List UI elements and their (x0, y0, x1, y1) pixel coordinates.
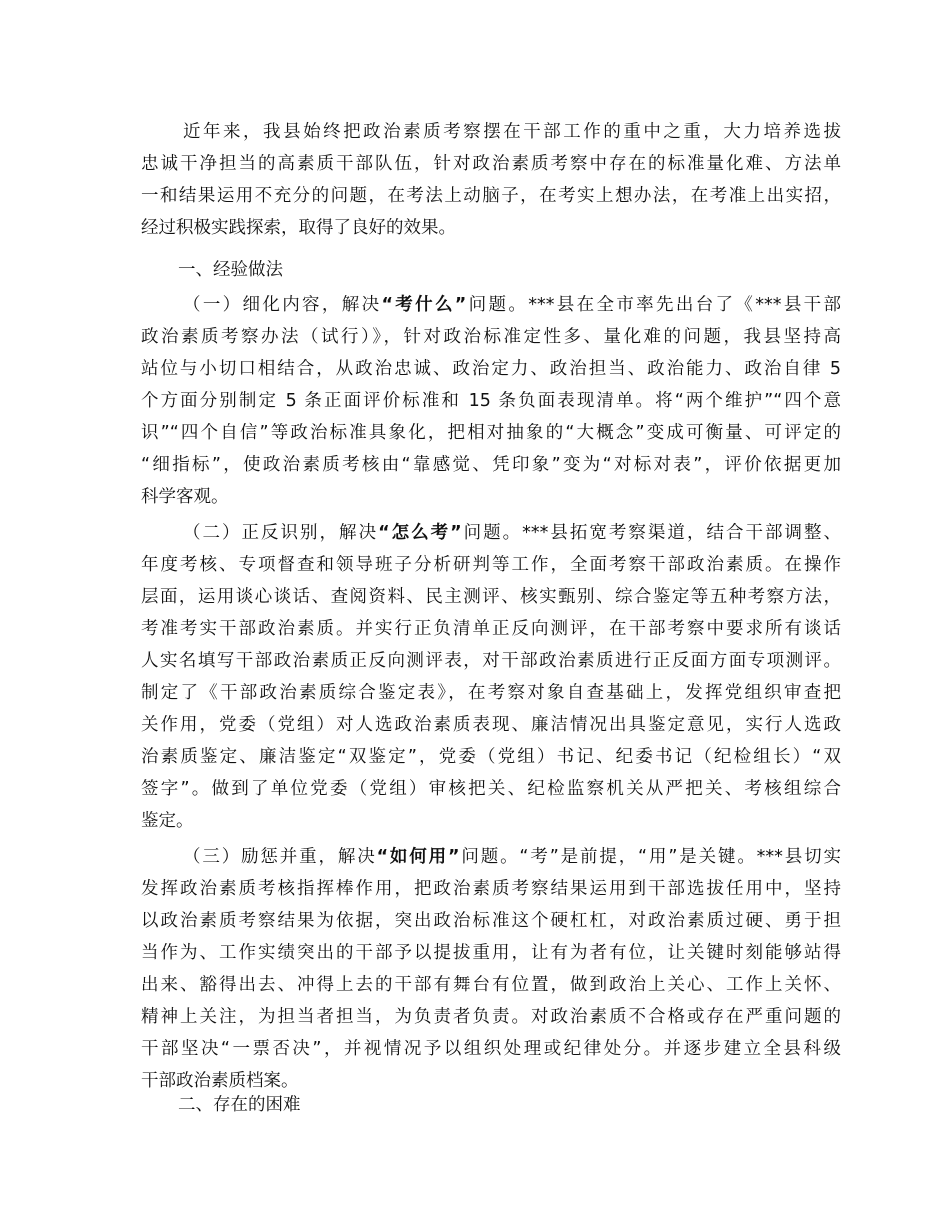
section3-line-3: 当作为、工作实绩突出的干部予以提拔重用，让有为者有位，让关键时刻能够站得 (141, 943, 841, 963)
section1-line-1: 政治素质考察办法（试行）》，针对政治标准定性多、量化难的问题，我县坚持高 (141, 327, 841, 347)
section2-line-1: 年度考核、专项督查和领导班子分析研判等工作，全面考察干部政治素质。在操作 (141, 555, 841, 575)
section1-line-6: 科学客观。 (141, 487, 229, 507)
section3-line-6: 干部坚决“一票否决”，并视情况予以组织处理或纪律处分。并逐步建立全县科级 (141, 1039, 841, 1059)
section2-line-3: 考准考实干部政治素质。并实行正负清单正反向测评，在干部考察中要求所有谈话 (141, 619, 841, 639)
intro-line-4: 经过积极实践探索，取得了良好的效果。 (141, 218, 456, 238)
section3-rest: 问题。“考”是前提，“用”是关键。***县切实 (459, 847, 841, 867)
section1-line-2: 站位与小切口相结合，从政治忠诚、政治定力、政治担当、政治能力、政治自律 5 (141, 359, 841, 379)
intro-line-3: 一和结果运用不充分的问题，在考法上动脑子，在考实上想办法，在考准上出实招， (141, 186, 841, 206)
section3-line-2: 以政治素质考察结果为依据，突出政治标准这个硬杠杠，对政治素质过硬、勇于担 (141, 911, 841, 931)
section2-line-8: 签字”。做到了单位党委（党组）审核把关、纪检监察机关从严把关、考核组综合 (141, 779, 841, 799)
section1-rest: 问题。***县在全市率先出台了《***县干部 (466, 295, 842, 315)
intro-line-1: 近年来，我县始终把政治素质考察摆在干部工作的重中之重，大力培养选拔 (183, 122, 841, 142)
section1-lead (183, 293, 841, 317)
section3-line-7: 干部政治素质档案。 (141, 1071, 299, 1091)
section2-line-6: 关作用，党委（党组）对人选政治素质表现、廉洁情况出具鉴定意见，实行人选政 (141, 715, 841, 735)
heading-experience: 一、经验做法 (178, 260, 283, 280)
section1-prefix: （一）细化内容，解决 (183, 295, 382, 315)
section1-bold: “考什么” (381, 295, 467, 315)
section3-lead (183, 845, 841, 869)
section3-bold: “如何用” (376, 847, 460, 867)
section1-line-3: 个方面分别制定 5 条正面评价标准和 15 条负面表现清单。将“两个维护”“四个意 (141, 391, 841, 411)
section2-line-7: 治素质鉴定、廉洁鉴定“双鉴定”，党委（党组）书记、纪委书记（纪检组长）“双 (141, 747, 841, 767)
section1-line-5: “细指标”，使政治素质考核由“靠感觉、凭印象”变为“对标对表”，评价依据更加 (141, 455, 841, 475)
section1-line-4: 识”“四个自信”等政治标准具象化，把相对抽象的“大概念”变成可衡量、可评定的 (141, 423, 841, 443)
heading-difficulties: 二、存在的困难 (178, 1095, 301, 1115)
intro-line-2: 忠诚干净担当的高素质干部队伍，针对政治素质考察中存在的标准量化难、方法单 (141, 154, 841, 174)
section2-rest: 问题。***县拓宽考察渠道，结合干部调整、 (461, 523, 841, 543)
section3-prefix: （三）励惩并重，解决 (183, 847, 377, 867)
section2-bold: “怎么考” (378, 523, 462, 543)
section2-line-2: 层面，运用谈心谈话、查阅资料、民主测评、核实甄别、综合鉴定等五种考察方法， (141, 587, 841, 607)
section3-line-4: 出来、豁得出去、冲得上去的干部有舞台有位置，做到政治上关心、工作上关怀、 (141, 975, 841, 995)
section2-lead (183, 521, 841, 545)
section2-prefix: （二）正反识别，解决 (183, 523, 379, 543)
section2-line-9: 鉴定。 (141, 811, 194, 831)
section3-line-1: 发挥政治素质考核指挥棒作用，把政治素质考察结果运用到干部选拔任用中，坚持 (141, 879, 841, 899)
section2-line-5: 制定了《干部政治素质综合鉴定表》，在考察对象自查基础上，发挥党组织审查把 (141, 683, 841, 703)
section2-line-4: 人实名填写干部政治素质正反向测评表，对干部政治素质进行正反面方面专项测评。 (141, 651, 841, 671)
section3-line-5: 精神上关注，为担当者担当，为负责者负责。对政治素质不合格或存在严重问题的 (141, 1007, 841, 1027)
